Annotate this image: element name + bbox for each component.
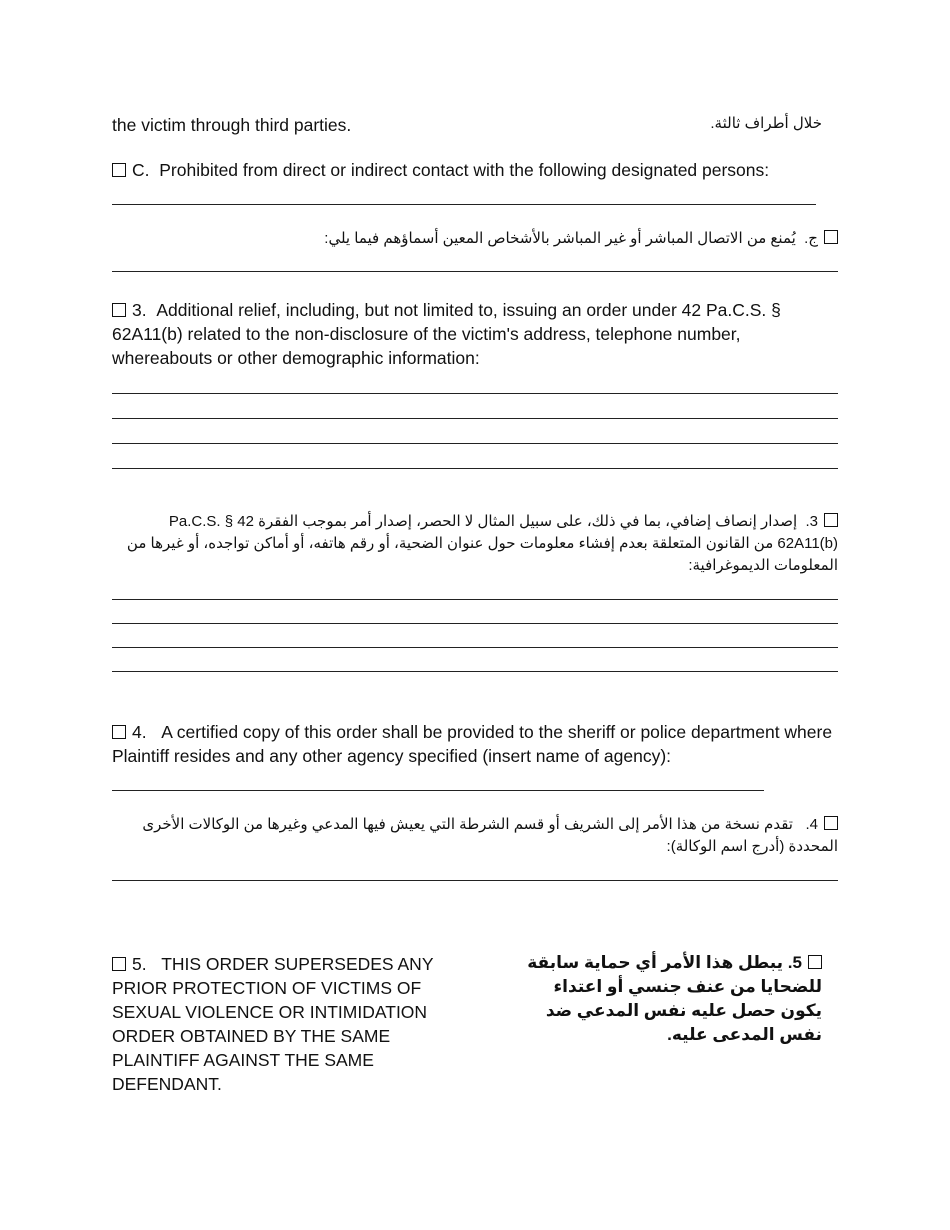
section-5-ar-text: يبطل هذا الأمر أي حماية سابقة للضحايا من عنف جنسي أو اعتداء يكون حصل عليه نفس المدعي ضد نفس المدعى عليه.: [527, 953, 822, 1044]
section-3-en-number: 3.: [132, 300, 147, 320]
section-4-en-text: A certified copy of this order shall be provided to the sheriff or police department where Plaintiff resides and any other agency specified (insert name of agency):: [112, 722, 833, 766]
section-5-en-number: 5.: [132, 954, 147, 974]
section-3-ar-blank-line-2[interactable]: [112, 623, 838, 624]
section-4-en: [112, 720, 840, 768]
section-3-en-blank-line-4[interactable]: [112, 468, 838, 469]
section-5-en-checkbox[interactable]: [112, 957, 126, 971]
section-5-ar: [517, 951, 822, 1047]
section-c-ar: [118, 228, 838, 250]
section-c-en-blank-line[interactable]: [112, 204, 816, 205]
section-3-en-blank-line-3[interactable]: [112, 443, 838, 444]
section-c-ar-letter: ج.: [804, 230, 818, 247]
section-4-ar-text: تقدم نسخة من هذا الأمر إلى الشريف أو قسم الشرطة التي يعيش فيها المدعي وغيرها من الوكالات الأخرى المحددة (أدرج اسم الوكالة):: [142, 816, 838, 855]
section-5-en-text: THIS ORDER SUPERSEDES ANY PRIOR PROTECTION OF VICTIMS OF SEXUAL VIOLENCE OR INTIMIDATION ORDER OBTAINED BY THE SAME PLAINTIFF AGAINST THE SAME DEFENDANT.: [112, 954, 434, 1094]
section-c-en-checkbox[interactable]: [112, 163, 126, 177]
section-3-en: [112, 298, 840, 370]
section-c-en: [112, 158, 842, 182]
section-4-ar-number: 4.: [805, 816, 818, 833]
section-4-ar: [118, 814, 838, 858]
top-ar-text: خلال أطراف ثالثة.: [710, 115, 822, 132]
section-3-ar-checkbox[interactable]: [824, 513, 838, 527]
section-4-ar-blank-line[interactable]: [112, 880, 838, 881]
section-3-en-checkbox[interactable]: [112, 303, 126, 317]
section-4-ar-checkbox[interactable]: [824, 816, 838, 830]
section-c-en-letter: C.: [132, 160, 150, 180]
section-5-en: [112, 952, 472, 1096]
section-3-ar-number: 3.: [805, 513, 818, 530]
section-4-en-number: 4.: [132, 722, 147, 742]
section-5-ar-checkbox[interactable]: [808, 955, 822, 969]
section-4-en-checkbox[interactable]: [112, 725, 126, 739]
section-3-ar: [118, 511, 838, 577]
section-c-ar-text: يُمنع من الاتصال المباشر أو غير المباشر بالأشخاص المعين أسماؤهم فيما يلي:: [324, 230, 796, 247]
section-3-ar-blank-line-4[interactable]: [112, 671, 838, 672]
section-5-ar-number: 5.: [787, 953, 802, 972]
section-3-en-blank-line-1[interactable]: [112, 393, 838, 394]
section-3-ar-blank-line-1[interactable]: [112, 599, 838, 600]
section-3-ar-text: إصدار إنصاف إضافي، بما في ذلك، على سبيل المثال لا الحصر، إصدار أمر بموجب الفقرة 42 Pa.C.S. § 62A11(b) من القانون المتعلقة بعدم إفشاء معلومات حول عنوان الضحية، أو رقم هاتفه، أو أماكن تواجده، أو غيرها من المعلومات الديموغرافية:: [126, 513, 838, 574]
section-c-ar-checkbox[interactable]: [824, 230, 838, 244]
section-c-en-text: Prohibited from direct or indirect contact with the following designated persons:: [159, 160, 770, 180]
section-3-en-blank-line-2[interactable]: [112, 418, 838, 419]
section-4-en-blank-line[interactable]: [112, 790, 764, 791]
section-3-en-text: Additional relief, including, but not limited to, issuing an order under 42 Pa.C.S. § 62A11(b) related to the non-disclosure of the victim's address, telephone number, whereabouts or other demographic information:: [112, 300, 781, 368]
top-en-text: the victim through third parties.: [112, 115, 352, 135]
section-c-ar-blank-line[interactable]: [112, 271, 838, 272]
section-3-ar-blank-line-3[interactable]: [112, 647, 838, 648]
